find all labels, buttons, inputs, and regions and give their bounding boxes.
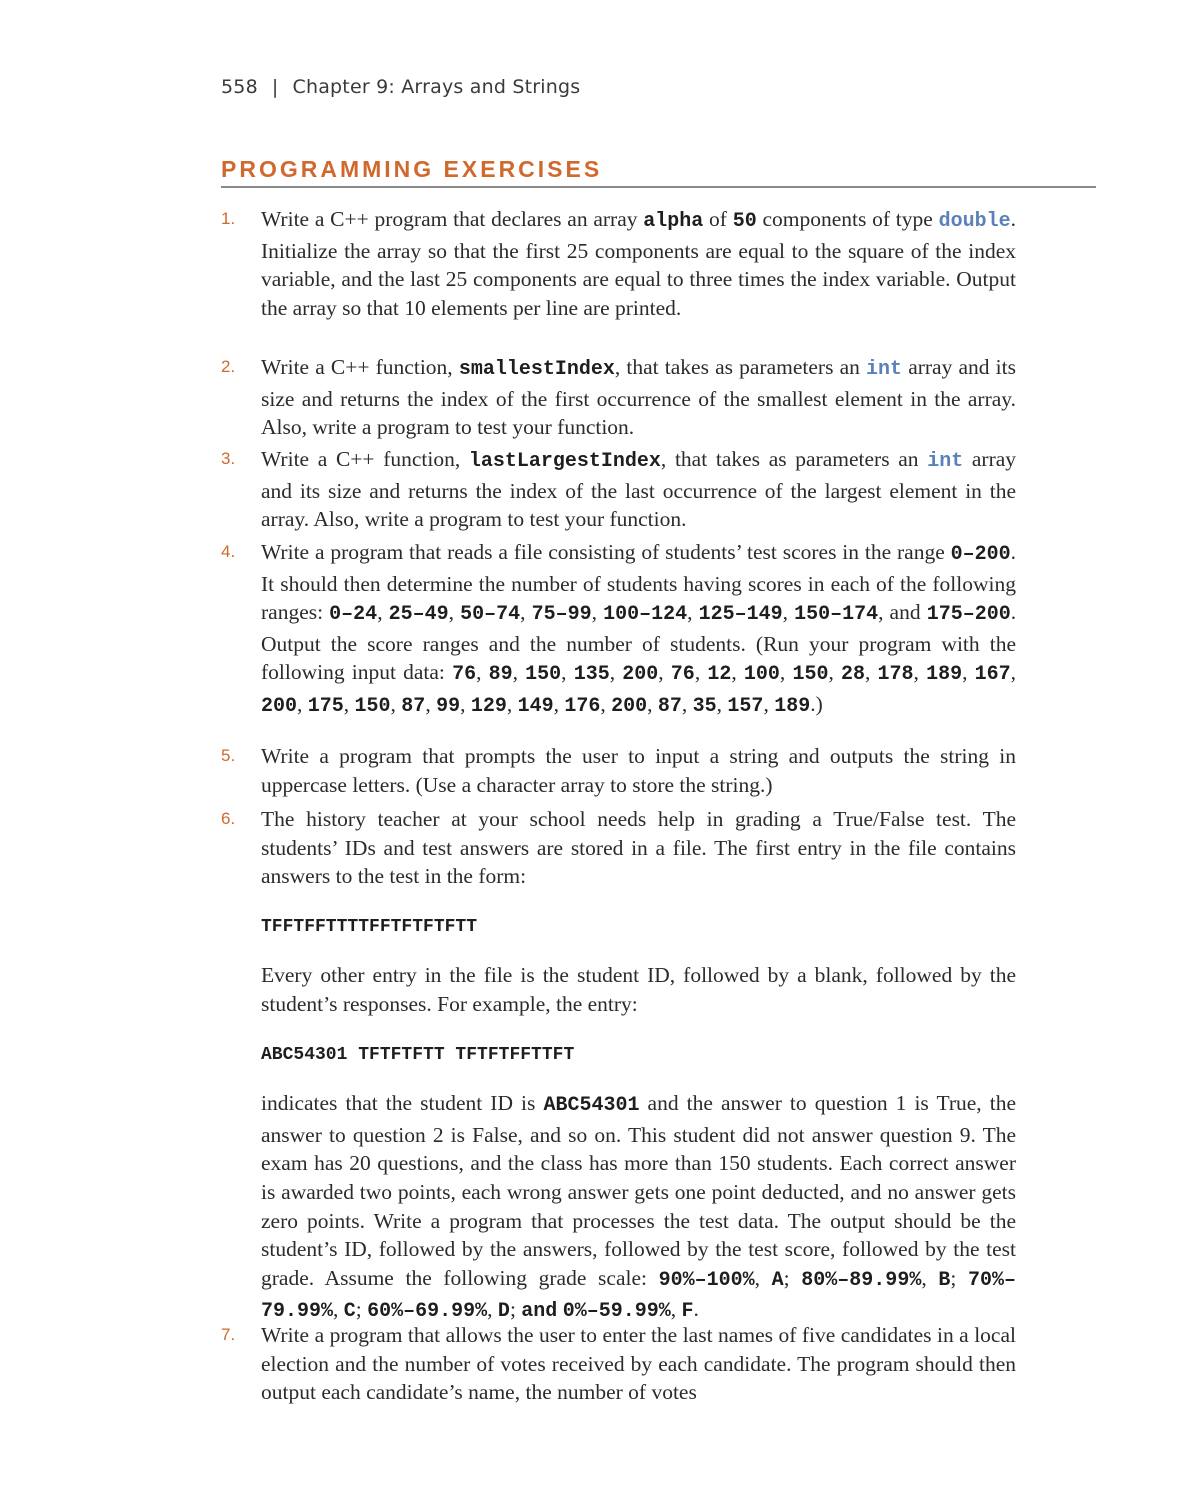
exercise-number: 7. xyxy=(221,1325,236,1344)
chapter-title: Chapter 9: Arrays and Strings xyxy=(292,76,581,98)
exercise-number: 2. xyxy=(221,357,236,376)
exercise-7 xyxy=(221,1321,1016,1407)
exercise-text: Write a C++ function, smallestIndex, that takes as parameters an int array and its size and returns the index of the first occurrence of the smallest element in the array. Also, write a program to test your function. xyxy=(261,355,1016,440)
exercise-text: The history teacher at your school needs help in grading a True/False test. The students’ IDs and test answers are stored in a file. The first entry in the file contains answers to the test in the form: TFFTFFTTTTFFTFTFTFTT Every other entry in the file is the student ID, followed by a blank, followed by the student’s responses. For example, the entry: ABC54301 TFTFTFTT TFTFTFFTTFT indicates that the student ID is ABC54301 and the answer to question 1 is True, the answer to question 2 is False, and so on. This student did not answer question 9. The exam has 20 questions, and the class has more than 150 students. Each correct answer is awarded two points, each wrong answer gets one point deducted, and no answer gets zero points. Write a program that processes the test data. The output should be the student’s ID, followed by the answers, followed by the test score, followed by the test grade. Assume the following grade scale: 90%–100%, A; 80%–89.99%, B; 70%–79.99%, C; 60%–69.99%, D; and 0%–59.99%, F. xyxy=(261,807,1016,1324)
exercise-text: Write a program that allows the user to enter the last names of five candidates in a local election and the number of votes received by each candidate. The program should then output each candidate’s name, the number of votes xyxy=(261,1323,1016,1405)
page-number: 558 xyxy=(221,76,258,98)
running-head xyxy=(221,76,580,98)
exercise-text: Write a C++ program that declares an array alpha of 50 components of type double. Initialize the array so that the first 25 components are equal to the square of the index variable, and the last 25 components are equal to three times the index variable. Output the array so that 10 elements per line are printed. xyxy=(261,207,1016,320)
answer-key-code: TFFTFFTTTTFFTFTFTFTT xyxy=(261,916,478,937)
header-separator: | xyxy=(271,76,279,98)
exercise-4 xyxy=(221,538,1016,722)
exercise-number: 4. xyxy=(221,542,236,561)
exercise-number: 1. xyxy=(221,209,236,228)
exercise-2 xyxy=(221,353,1016,442)
sample-entry-code: ABC54301 TFTFTFTT TFTFTFFTTFT xyxy=(261,1044,575,1065)
exercise-1 xyxy=(221,205,1016,322)
exercise-3 xyxy=(221,445,1016,534)
section-title: PROGRAMMING EXERCISES xyxy=(221,156,603,182)
exercise-text: Write a C++ function, lastLargestIndex, that takes as parameters an int array and its size and returns the index of the last occurrence of the largest element in the array. Also, write a program to test your function. xyxy=(261,447,1017,532)
exercise-text: Write a program that prompts the user to input a string and outputs the string in uppercase letters. (Use a character array to store the string.) xyxy=(261,744,1016,797)
exercise-number: 3. xyxy=(221,449,236,468)
exercise-6 xyxy=(221,805,1016,1327)
exercise-5 xyxy=(221,742,1016,799)
exercise-number: 6. xyxy=(221,809,236,828)
exercise-number: 5. xyxy=(221,746,236,765)
exercise-text: Write a program that reads a file consisting of students’ test scores in the range 0–200. It should then determine the number of students having scores in each of the following ranges: 0–24, 25–49, 50–74, 75–99, 100–124, 125–149, 150–174, and 175–200. Output the score ranges and the number of students. (Run your program with the following input data: 76, 89, 150, 135, 200, 76, 12, 100, 150, 28, 178, 189, 167, 200, 175, 150, 87, 99, 129, 149, 176, 200, 87, 35, 157, 189.) xyxy=(261,540,1017,718)
section-rule xyxy=(221,186,1096,188)
